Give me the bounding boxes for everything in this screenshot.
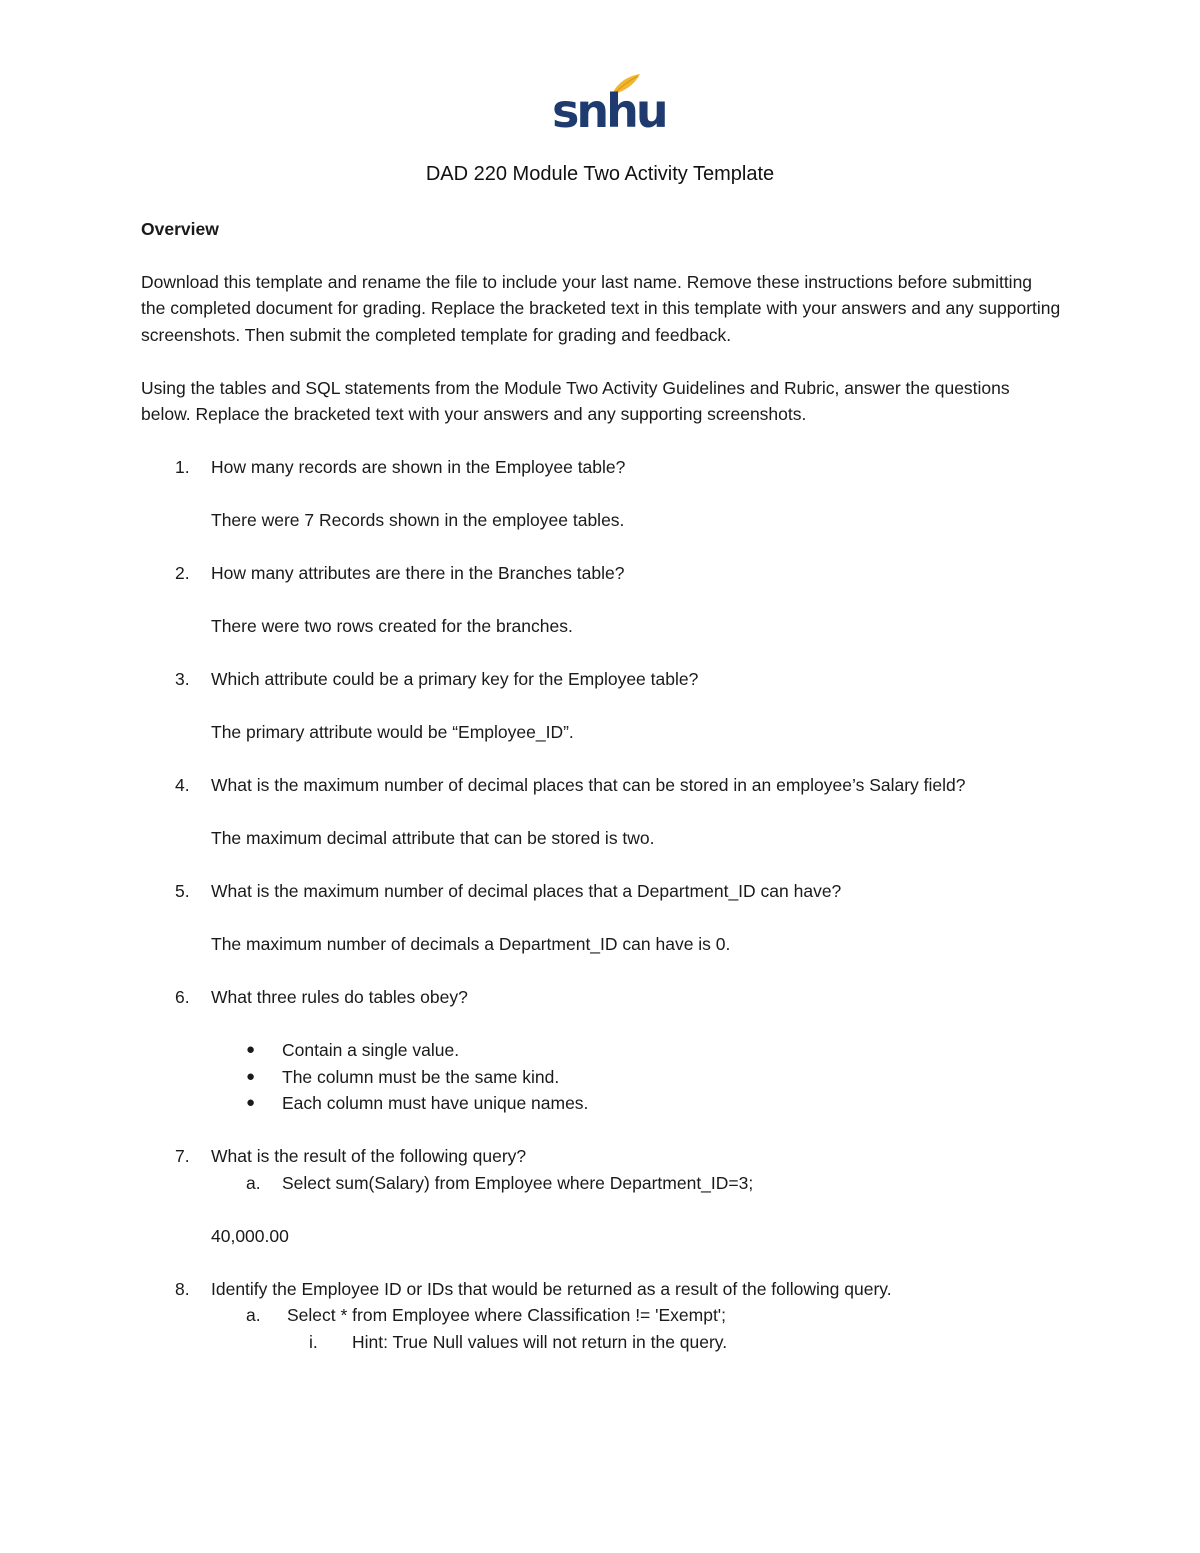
question-item-2 bbox=[141, 560, 1061, 640]
sub-sub-item bbox=[141, 1329, 1061, 1356]
bullet-text: Contain a single value. bbox=[282, 1040, 460, 1060]
question-text: Which attribute could be a primary key for the Employee table? bbox=[211, 669, 699, 689]
bullet-icon: ● bbox=[246, 1094, 256, 1111]
answer-text: There were 7 Records shown in the employee tables. bbox=[211, 510, 625, 530]
question-number: 1. bbox=[175, 457, 190, 477]
bullet-item bbox=[211, 1090, 1061, 1117]
question-list bbox=[141, 454, 1061, 1355]
question-number: 8. bbox=[175, 1278, 190, 1299]
hint-text: Hint: True Null values will not return in the query. bbox=[352, 1331, 728, 1352]
question-item-5 bbox=[141, 878, 1061, 958]
question-item-1 bbox=[141, 454, 1061, 534]
question-number: 7. bbox=[175, 1146, 190, 1166]
question-number: 6. bbox=[175, 987, 190, 1007]
answer-text: The maximum number of decimals a Department_ID can have is 0. bbox=[211, 934, 731, 954]
question-text: How many attributes are there in the Branches table? bbox=[211, 563, 625, 583]
question-text: What is the result of the following query? bbox=[211, 1146, 527, 1166]
answer-text: The primary attribute would be “Employee_ID”. bbox=[211, 722, 574, 742]
answer-text: There were two rows created for the branches. bbox=[211, 616, 573, 636]
question-number: 5. bbox=[175, 881, 190, 901]
document-body bbox=[141, 216, 1061, 1382]
question-number: 3. bbox=[175, 669, 190, 689]
question-item-3 bbox=[141, 666, 1061, 746]
sub-item bbox=[141, 1302, 1061, 1329]
question-text: How many records are shown in the Employee table? bbox=[211, 457, 626, 477]
question-text: What is the maximum number of decimal places that can be stored in an employee’s Salary field? bbox=[211, 775, 966, 795]
sub-item bbox=[141, 1170, 1061, 1197]
bullet-icon: ● bbox=[246, 1067, 256, 1085]
overview-paragraph-2: Using the tables and SQL statements from the Module Two Activity Guidelines and Rubric, answer the questions below. Replace the bracketed text with your answers and any supporting screenshots. bbox=[141, 377, 1010, 424]
question-item-8 bbox=[141, 1276, 1061, 1356]
question-text: What three rules do tables obey? bbox=[211, 987, 468, 1007]
question-item-6 bbox=[141, 984, 1061, 1117]
overview-heading: Overview bbox=[141, 219, 219, 239]
page-title: DAD 220 Module Two Activity Template bbox=[425, 163, 775, 185]
question-text: Identify the Employee ID or IDs that would be returned as a result of the following query. bbox=[211, 1278, 892, 1299]
sub-item-letter: a. bbox=[246, 1305, 261, 1325]
bullet-text: The column must be the same kind. bbox=[282, 1066, 560, 1087]
sql-query-text: Select sum(Salary) from Employee where Department_ID=3; bbox=[282, 1172, 754, 1193]
question-text: What is the maximum number of decimal places that a Department_ID can have? bbox=[211, 881, 842, 901]
sub-sub-item-letter: i. bbox=[309, 1331, 318, 1352]
sub-item-letter: a. bbox=[246, 1172, 261, 1193]
rules-bullet-list bbox=[211, 1037, 1061, 1117]
sql-query-text: Select * from Employee where Classification != 'Exempt'; bbox=[287, 1305, 727, 1325]
question-item-4 bbox=[141, 772, 1061, 852]
bullet-icon: ● bbox=[246, 1041, 256, 1058]
logo-wordmark: snhu bbox=[552, 84, 666, 138]
snhu-logo bbox=[552, 72, 666, 138]
answer-text: 40,000.00 bbox=[211, 1225, 289, 1246]
question-number: 2. bbox=[175, 563, 190, 583]
bullet-text: Each column must have unique names. bbox=[282, 1093, 589, 1113]
bullet-item bbox=[211, 1064, 1061, 1091]
overview-paragraph-1: Download this template and rename the file to include your last name. Remove these instructions before submitting the completed document for grading. Replace the bracketed text in this template with your answers and any supporting screenshots. Then submit the completed template for grading and feedback. bbox=[141, 271, 1061, 345]
bullet-item bbox=[211, 1037, 1061, 1064]
question-number: 4. bbox=[175, 775, 190, 795]
question-item-7 bbox=[141, 1143, 1061, 1249]
answer-text: The maximum decimal attribute that can be stored is two. bbox=[211, 828, 655, 848]
